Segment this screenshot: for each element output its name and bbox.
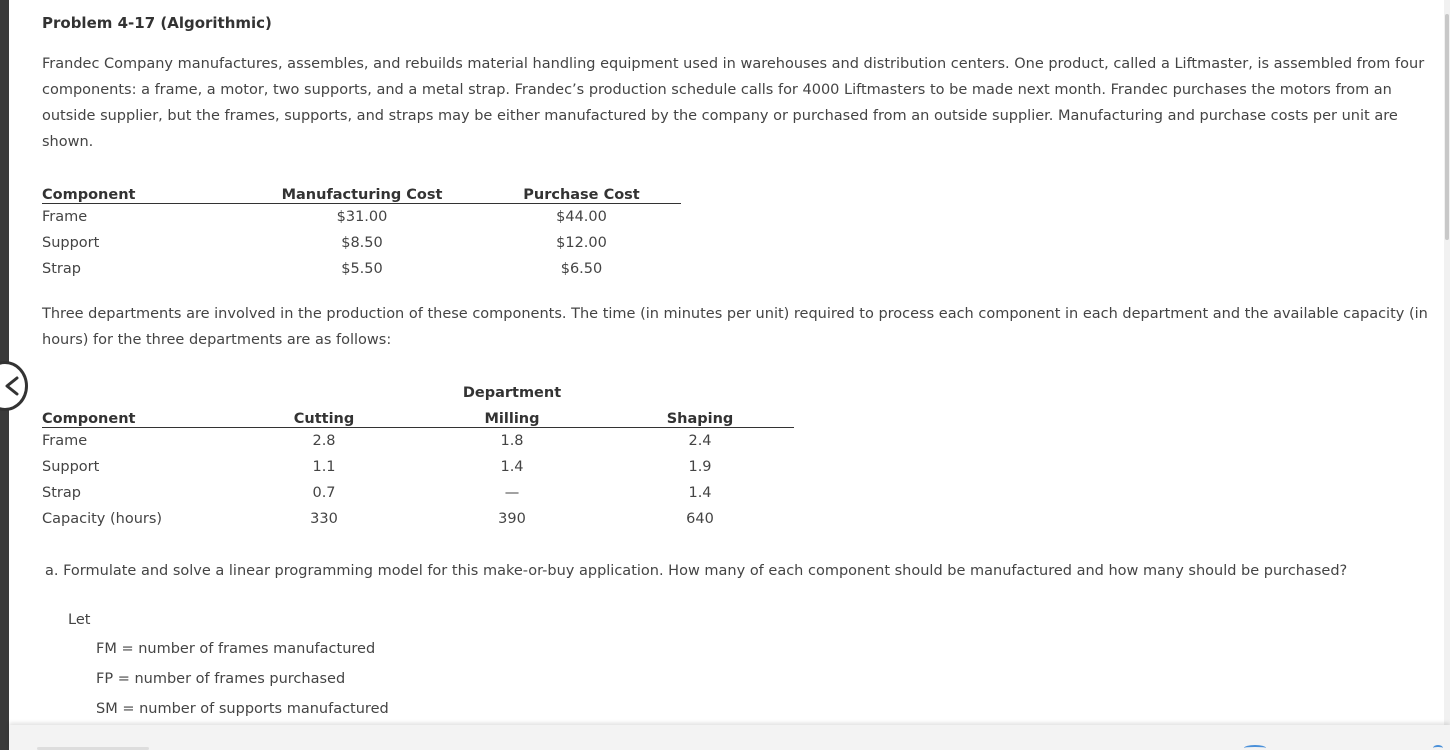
table-cell: $8.50: [341, 235, 383, 251]
table-cell: 1.8: [500, 433, 524, 449]
table-cell: 0.7: [312, 485, 336, 501]
table-row: [42, 480, 794, 506]
table-cell: 1.1: [312, 459, 336, 475]
table-cell: 1.9: [688, 459, 712, 475]
table-cell: 390: [498, 511, 526, 527]
table-cell: 640: [686, 511, 714, 527]
column-header: Milling: [418, 401, 606, 428]
table-cell: Strap: [42, 261, 81, 277]
departments-paragraph: Three departments are involved in the production of these components. The time (in minutes per unit) required to process each component in each department and the available capacity (in hours) for the three departments are as follows:: [42, 306, 1428, 348]
cost-table: [42, 177, 681, 282]
table-cell: Strap: [42, 485, 81, 501]
department-table-header: [42, 401, 794, 428]
bottom-control-icon[interactable]: [1244, 745, 1266, 750]
column-header: Component: [42, 177, 242, 204]
column-header: Component: [42, 401, 230, 428]
table-cell: $5.50: [341, 261, 383, 277]
table-cell: —: [504, 485, 520, 501]
table-cell: $6.50: [560, 261, 603, 277]
let-label: Let: [68, 612, 91, 628]
scrollbar-track[interactable]: [1444, 0, 1450, 725]
scrollbar-thumb[interactable]: [1445, 14, 1449, 240]
table-row: [42, 204, 681, 231]
table-cell: 330: [310, 511, 338, 527]
cost-table-header: [42, 177, 681, 204]
previous-button[interactable]: [0, 361, 28, 411]
table-cell: Support: [42, 235, 100, 251]
column-header: Cutting: [230, 401, 418, 428]
definition-fp: FP = number of frames purchased: [96, 671, 346, 687]
table-cell: 1.4: [688, 485, 712, 501]
table-cell: Support: [42, 459, 100, 475]
table-row: [42, 506, 794, 532]
table-cell: 2.8: [312, 433, 336, 449]
department-group-header: Department: [462, 385, 562, 401]
table-cell: Capacity (hours): [42, 511, 163, 527]
table-cell: 2.4: [688, 433, 712, 449]
department-table: [42, 375, 794, 532]
intro-paragraph: Frandec Company manufactures, assembles, and rebuilds material handling equipment used in warehouses and distribution centers. One product, called a Liftmaster, is assembled from four components: a frame, a motor, two supports, and a metal strap. Frandec’s production schedule calls for 4000 Liftmasters to be made next month. Frandec purchases the motors from an outside supplier, but the frames, supports, and straps may be either manufactured by the company or purchased from an outside supplier. Manufacturing and purchase costs per unit are shown.: [42, 56, 1425, 150]
table-cell: Frame: [42, 433, 88, 449]
table-cell: $44.00: [556, 209, 607, 225]
definition-fm: FM = number of frames manufactured: [96, 641, 376, 657]
chevron-left-icon: [5, 376, 19, 396]
column-header: Shaping: [606, 401, 794, 428]
table-row: [42, 428, 794, 455]
bottom-toolbar: [9, 725, 1450, 750]
table-cell: $31.00: [336, 209, 388, 225]
department-group-header-row: [42, 375, 794, 401]
table-cell: $12.00: [556, 235, 607, 251]
definition-sm: SM = number of supports manufactured: [96, 701, 389, 717]
table-row: [42, 454, 794, 480]
table-cell: 1.4: [500, 459, 524, 475]
bottom-control-icon[interactable]: [1433, 745, 1443, 750]
table-row: [42, 230, 681, 256]
column-header: Purchase Cost: [482, 177, 681, 204]
table-cell: Frame: [42, 209, 88, 225]
column-header: Manufacturing Cost: [242, 177, 482, 204]
table-row: [42, 256, 681, 282]
question-a: a. Formulate and solve a linear programming model for this make-or-buy application. How many of each component should be manufactured and how many should be purchased?: [45, 563, 1348, 579]
problem-title: Problem 4-17 (Algorithmic): [42, 14, 272, 32]
